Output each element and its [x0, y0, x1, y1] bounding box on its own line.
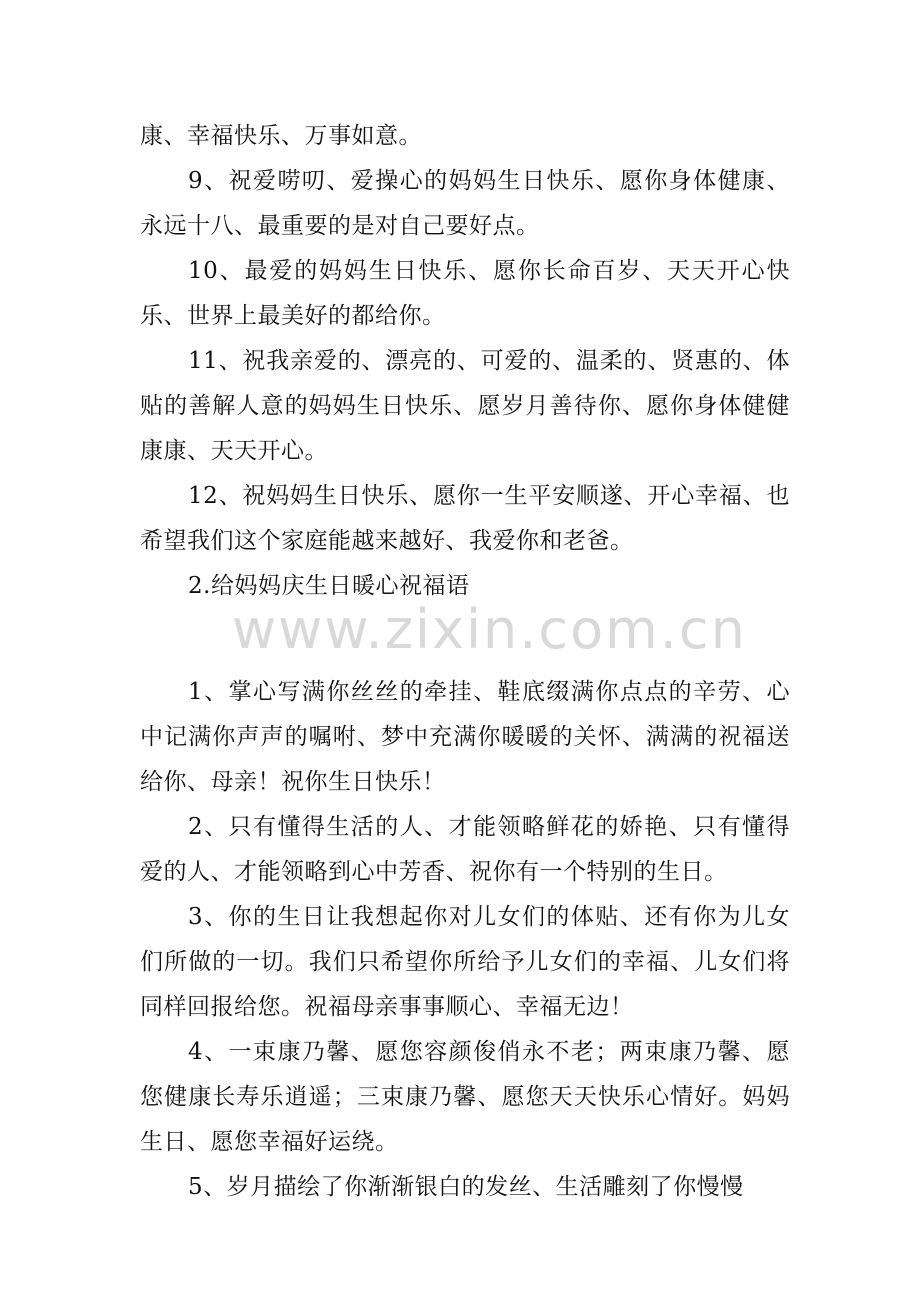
wish-item-3: 3、你的生日让我想起你对儿女们的体贴、还有你为儿女们所做的一切。我们只希望你所给予儿女们的幸福、儿女们将同样回报给您。祝福母亲事事顺心、幸福无边！: [140, 904, 790, 1020]
watermark: www.zixin.com.cn: [232, 598, 747, 661]
wish-item-11: 11、祝我亲爱的、漂亮的、可爱的、温柔的、贤惠的、体贴的善解人意的妈妈生日快乐、愿岁月善待你、愿你身体健健康康、天天开心。: [140, 348, 790, 464]
wish-item-9: 9、祝爱唠叨、爱操心的妈妈生日快乐、愿你身体健康、永远十八、最重要的是对自己要好点。: [140, 168, 790, 239]
paragraph-continuation: 康、幸福快乐、万事如意。: [140, 123, 422, 149]
wish-item-4: 4、一束康乃馨、愿您容颜俊俏永不老；两束康乃馨、愿您健康长寿乐逍遥；三束康乃馨、愿您天天快乐心情好。妈妈生日、愿您幸福好运绕。: [140, 1039, 790, 1155]
section-spacer: [140, 609, 790, 670]
wish-item-12: 12、祝妈妈生日快乐、愿你一生平安顺遂、开心幸福、也希望我们这个家庭能越来越好、我爱你和老爸。: [140, 483, 790, 554]
wish-item-2: 2、只有懂得生活的人、才能领略鲜花的娇艳、只有懂得爱的人、才能领略到心中芳香、祝你有一个特别的生日。: [140, 814, 790, 885]
wish-item-1: 1、掌心写满你丝丝的牵挂、鞋底缀满你点点的辛劳、心中记满你声声的嘱咐、梦中充满你暖暖的关怀、满满的祝福送给你、母亲！祝你生日快乐！: [140, 679, 790, 795]
section-heading: 2.给妈妈庆生日暖心祝福语: [188, 573, 470, 599]
document-body: [140, 114, 790, 1210]
wish-item-5: 5、岁月描绘了你渐渐银白的发丝、生活雕刻了你慢慢: [188, 1174, 744, 1200]
wish-item-10: 10、最爱的妈妈生日快乐、愿你长命百岁、天天开心快乐、世界上最美好的都给你。: [140, 258, 790, 329]
